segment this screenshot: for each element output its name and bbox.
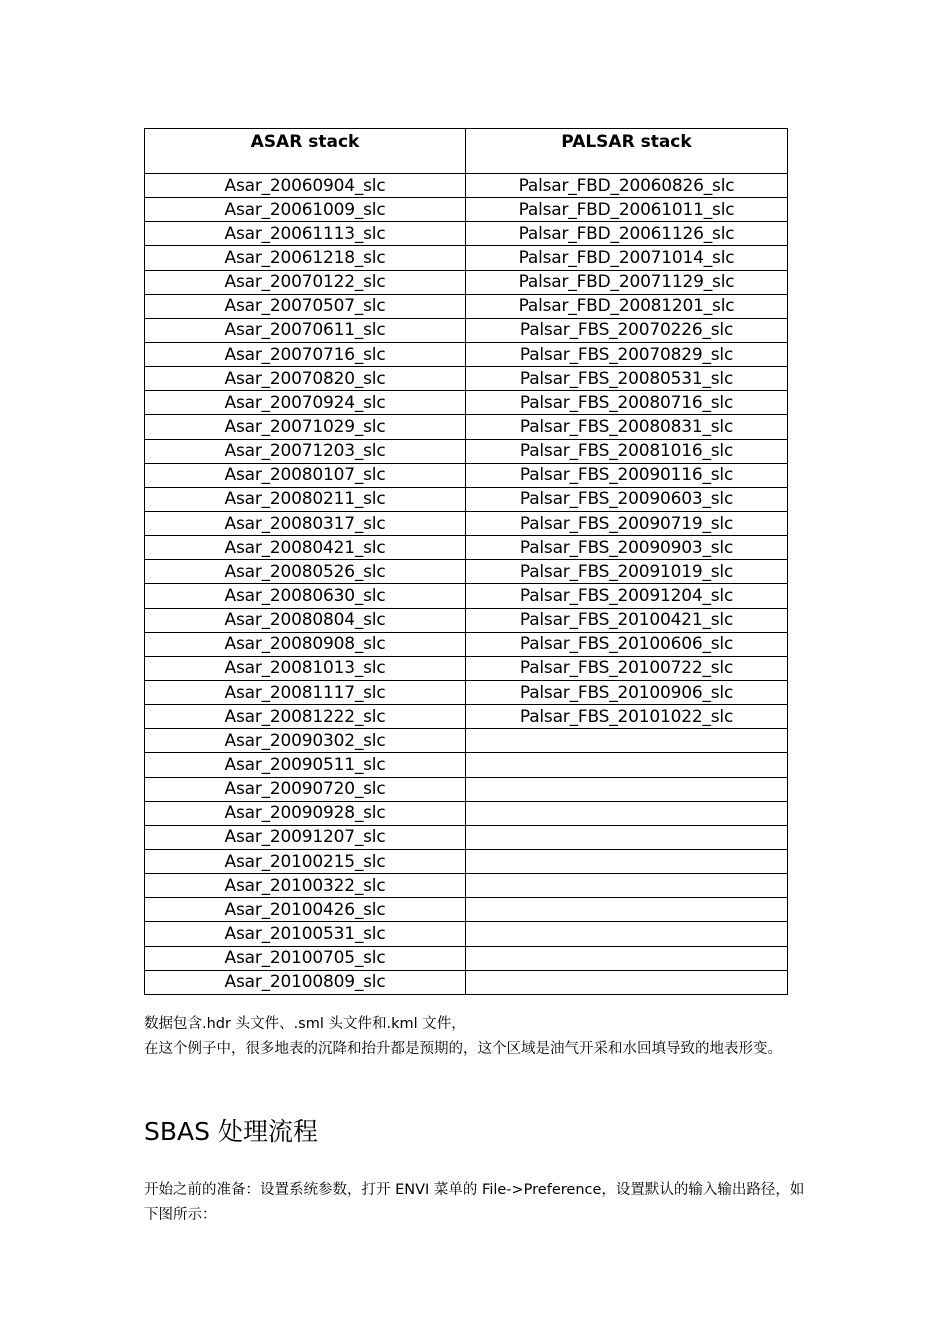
asar-cell: Asar_20090928_slc — [145, 801, 466, 825]
table-row — [145, 632, 788, 656]
table-row — [145, 174, 788, 198]
table-row — [145, 849, 788, 873]
palsar-cell: Palsar_FBS_20090719_slc — [466, 511, 788, 535]
asar-cell: Asar_20080317_slc — [145, 511, 466, 535]
asar-cell: Asar_20080211_slc — [145, 487, 466, 511]
table-row — [145, 560, 788, 584]
palsar-cell: Palsar_FBS_20090603_slc — [466, 487, 788, 511]
palsar-cell: Palsar_FBS_20091204_slc — [466, 584, 788, 608]
sar-stack-table — [144, 128, 788, 995]
palsar-cell: Palsar_FBD_20061011_slc — [466, 198, 788, 222]
palsar-cell: Palsar_FBD_20060826_slc — [466, 174, 788, 198]
table-row — [145, 318, 788, 342]
table-row — [145, 342, 788, 366]
asar-cell: Asar_20061218_slc — [145, 246, 466, 270]
table-row — [145, 680, 788, 704]
asar-cell: Asar_20090720_slc — [145, 777, 466, 801]
asar-cell: Asar_20100322_slc — [145, 874, 466, 898]
palsar-cell: Palsar_FBS_20081016_slc — [466, 439, 788, 463]
asar-cell: Asar_20071203_slc — [145, 439, 466, 463]
asar-cell: Asar_20100531_slc — [145, 922, 466, 946]
asar-cell: Asar_20061009_slc — [145, 198, 466, 222]
asar-cell: Asar_20080804_slc — [145, 608, 466, 632]
palsar-cell — [466, 825, 788, 849]
palsar-cell — [466, 777, 788, 801]
table-row — [145, 487, 788, 511]
table-row — [145, 367, 788, 391]
palsar-cell: Palsar_FBS_20100606_slc — [466, 632, 788, 656]
table-row — [145, 898, 788, 922]
asar-cell: Asar_20081013_slc — [145, 656, 466, 680]
asar-cell: Asar_20071029_slc — [145, 415, 466, 439]
asar-cell: Asar_20100215_slc — [145, 849, 466, 873]
table-row — [145, 246, 788, 270]
asar-cell: Asar_20080421_slc — [145, 536, 466, 560]
palsar-cell — [466, 849, 788, 873]
palsar-cell: Palsar_FBS_20080531_slc — [466, 367, 788, 391]
asar-cell: Asar_20080107_slc — [145, 463, 466, 487]
asar-cell: Asar_20080630_slc — [145, 584, 466, 608]
asar-cell: Asar_20070924_slc — [145, 391, 466, 415]
palsar-cell: Palsar_FBD_20081201_slc — [466, 294, 788, 318]
palsar-cell — [466, 801, 788, 825]
asar-cell: Asar_20081117_slc — [145, 680, 466, 704]
palsar-stack-header: PALSAR stack — [466, 129, 788, 174]
asar-cell: Asar_20061113_slc — [145, 222, 466, 246]
table-row — [145, 511, 788, 535]
palsar-cell — [466, 946, 788, 970]
palsar-cell — [466, 753, 788, 777]
asar-cell: Asar_20081222_slc — [145, 705, 466, 729]
table-body — [145, 174, 788, 995]
palsar-cell: Palsar_FBS_20101022_slc — [466, 705, 788, 729]
table-row — [145, 608, 788, 632]
table-row — [145, 439, 788, 463]
palsar-cell: Palsar_FBS_20090116_slc — [466, 463, 788, 487]
palsar-cell — [466, 898, 788, 922]
table-row — [145, 415, 788, 439]
asar-cell: Asar_20100426_slc — [145, 898, 466, 922]
table-row — [145, 874, 788, 898]
table-row — [145, 536, 788, 560]
palsar-cell: Palsar_FBD_20061126_slc — [466, 222, 788, 246]
table-header-row — [145, 129, 788, 174]
asar-cell: Asar_20100809_slc — [145, 970, 466, 994]
asar-cell: Asar_20070716_slc — [145, 342, 466, 366]
table-row — [145, 270, 788, 294]
palsar-cell: Palsar_FBS_20090903_slc — [466, 536, 788, 560]
table-row — [145, 656, 788, 680]
table-row — [145, 584, 788, 608]
asar-cell: Asar_20080526_slc — [145, 560, 466, 584]
palsar-cell — [466, 874, 788, 898]
table-row — [145, 777, 788, 801]
asar-cell: Asar_20100705_slc — [145, 946, 466, 970]
palsar-cell: Palsar_FBD_20071014_slc — [466, 246, 788, 270]
table-row — [145, 946, 788, 970]
table-row — [145, 970, 788, 994]
asar-stack-header: ASAR stack — [145, 129, 466, 174]
table-row — [145, 198, 788, 222]
table-row — [145, 825, 788, 849]
palsar-cell: Palsar_FBS_20080831_slc — [466, 415, 788, 439]
example-line: 在这个例子中，很多地表的沉降和抬升都是预期的，这个区域是油气开采和水回填导致的地表形变。 — [144, 1041, 782, 1057]
asar-cell: Asar_20070611_slc — [145, 318, 466, 342]
table-row — [145, 753, 788, 777]
preparation-paragraph: 开始之前的准备：设置系统参数，打开 ENVI 菜单的 File->Preference，设置默认的输入输出路径，如下图所示： — [144, 1182, 805, 1223]
asar-cell: Asar_20091207_slc — [145, 825, 466, 849]
data-description-paragraph — [144, 1012, 814, 1062]
asar-cell: Asar_20070122_slc — [145, 270, 466, 294]
table-row — [145, 729, 788, 753]
asar-cell: Asar_20070820_slc — [145, 367, 466, 391]
palsar-cell: Palsar_FBS_20080716_slc — [466, 391, 788, 415]
table-row — [145, 222, 788, 246]
table-row — [145, 294, 788, 318]
table-row — [145, 705, 788, 729]
palsar-cell: Palsar_FBS_20100722_slc — [466, 656, 788, 680]
asar-cell: Asar_20060904_slc — [145, 174, 466, 198]
palsar-cell: Palsar_FBD_20071129_slc — [466, 270, 788, 294]
section-heading: SBAS 处理流程 — [144, 1117, 318, 1146]
table-row — [145, 922, 788, 946]
palsar-cell: Palsar_FBS_20100906_slc — [466, 680, 788, 704]
table-row — [145, 463, 788, 487]
asar-cell: Asar_20090302_slc — [145, 729, 466, 753]
palsar-cell: Palsar_FBS_20100421_slc — [466, 608, 788, 632]
asar-cell: Asar_20080908_slc — [145, 632, 466, 656]
palsar-cell: Palsar_FBS_20091019_slc — [466, 560, 788, 584]
asar-cell: Asar_20070507_slc — [145, 294, 466, 318]
palsar-cell: Palsar_FBS_20070829_slc — [466, 342, 788, 366]
asar-cell: Asar_20090511_slc — [145, 753, 466, 777]
table-row — [145, 391, 788, 415]
table-row — [145, 801, 788, 825]
palsar-cell: Palsar_FBS_20070226_slc — [466, 318, 788, 342]
palsar-cell — [466, 729, 788, 753]
palsar-cell — [466, 970, 788, 994]
palsar-cell — [466, 922, 788, 946]
data-files-line: 数据包含.hdr 头文件、.sml 头文件和.kml 文件， — [144, 1016, 466, 1032]
